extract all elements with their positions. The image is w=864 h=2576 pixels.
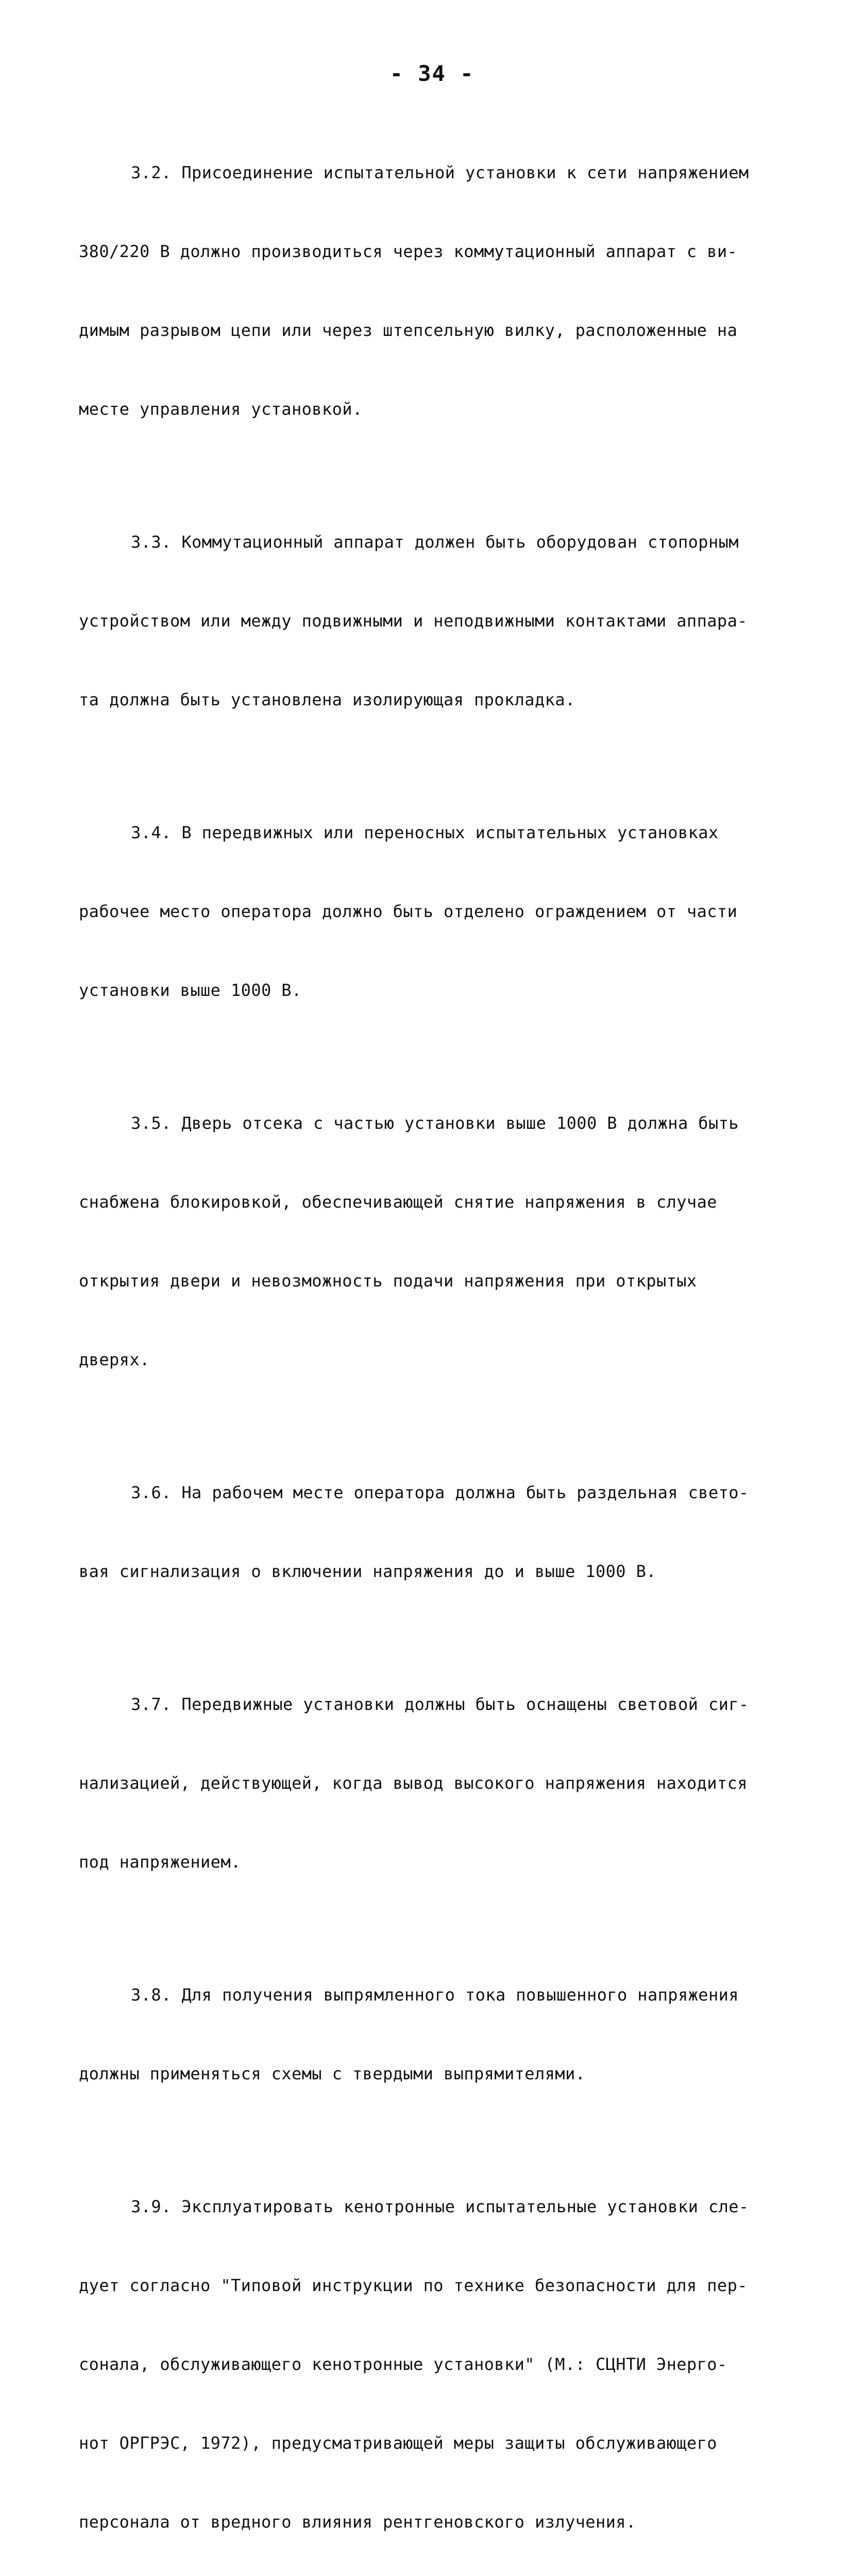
text-line: установки выше 1000 В.: [79, 980, 302, 1000]
text-line: 3.9. Эксплуатировать кенотронные испытательные установки сле-: [131, 2197, 749, 2216]
text-line: нализацией, действующей, когда вывод высокого напряжения находится: [79, 1773, 748, 1793]
text-line: устройством или между подвижными и неподвижными контактами аппара-: [79, 611, 748, 631]
text-line: открытия двери и невозможность подачи напряжения при открытых: [79, 1271, 697, 1291]
paragraph-3-4: [79, 767, 795, 1056]
text-line: димым разрывом цепи или через штепсельную вилку, расположенные на: [79, 320, 738, 340]
text-line: должны применяться схемы с твердыми выпрямителями.: [79, 2064, 586, 2083]
text-line: дверях.: [79, 1350, 150, 1369]
text-line: 3.5. Дверь отсека с частью установки выше 1000 В должна быть: [131, 1113, 739, 1133]
paragraph-3-7: [79, 1639, 795, 1928]
document-body: [79, 107, 795, 2576]
text-line: 3.6. На рабочем месте оператора должна быть раздельная свето-: [131, 1483, 749, 1502]
paragraph-3-3: [79, 477, 795, 766]
text-line: нот ОРГРЭС, 1972), предусматривающей меры защиты обслуживающего: [79, 2433, 717, 2453]
text-line: вая сигнализация о включении напряжения до и выше 1000 В.: [79, 1562, 656, 1581]
text-line: под напряжением.: [79, 1852, 241, 1872]
text-line: сонала, обслуживающего кенотронные установки" (М.: СЦНТИ Энерго-: [79, 2354, 727, 2374]
paragraph-3-2: [79, 107, 795, 475]
text-line: 380/220 В должно производиться через коммутационный аппарат с ви-: [79, 242, 738, 261]
text-line: 3.4. В передвижных или переносных испытательных установках: [131, 823, 719, 842]
paragraph-3-8: [79, 1929, 795, 2140]
text-line: та должна быть установлена изолирующая прокладка.: [79, 690, 575, 709]
text-line: персонала от вредного влияния рентгеновского излучения.: [79, 2512, 636, 2532]
page-number: - 34 -: [389, 61, 475, 86]
text-line: 3.7. Передвижные установки должны быть оснащены световой сиг-: [131, 1694, 749, 1714]
paragraph-3-6: [79, 1427, 795, 1637]
text-line: рабочее место оператора должно быть отделено ограждением от части: [79, 902, 738, 921]
paragraph-3-5: [79, 1058, 795, 1426]
text-line: 3.3. Коммутационный аппарат должен быть оборудован стопорным: [131, 532, 739, 552]
text-line: месте управления установкой.: [79, 399, 363, 419]
text-line: 3.2. Присоединение испытательной установки к сети напряжением: [131, 163, 749, 182]
paragraph-3-9: [79, 2141, 795, 2576]
text-line: дует согласно "Типовой инструкции по технике безопасности для пер-: [79, 2276, 748, 2295]
text-line: 3.8. Для получения выпрямленного тока повышенного напряжения: [131, 1985, 739, 2005]
text-line: снабжена блокировкой, обеспечивающей снятие напряжения в случае: [79, 1192, 717, 1212]
